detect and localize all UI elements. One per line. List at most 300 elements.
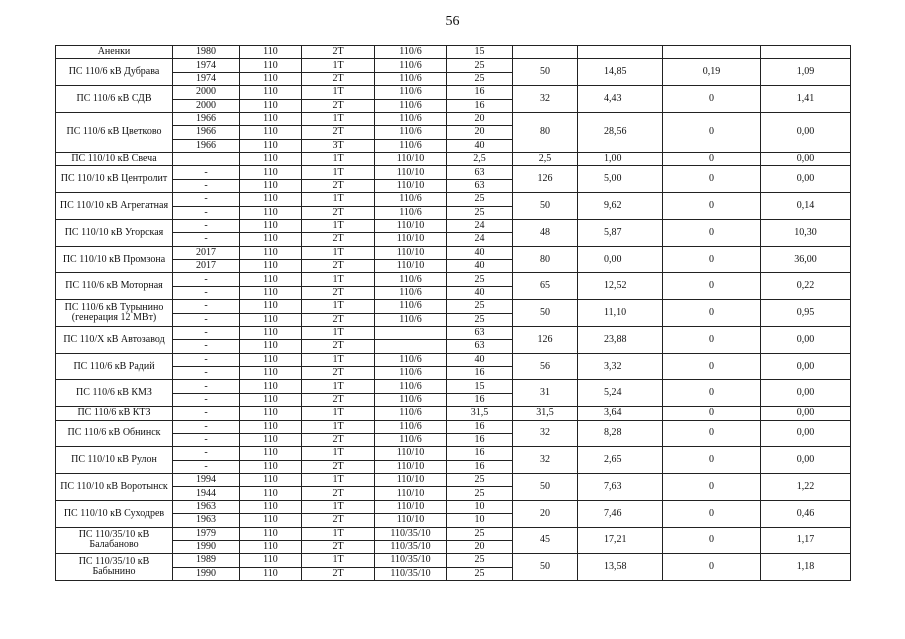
voltage-ratio: 110/6 bbox=[375, 99, 447, 112]
transformer-id: 1Т bbox=[302, 300, 375, 313]
commission-year: 1966 bbox=[173, 126, 240, 139]
voltage-kv: 110 bbox=[240, 72, 302, 85]
voltage-ratio: 110/6 bbox=[375, 407, 447, 420]
transformer-id: 2Т bbox=[302, 367, 375, 380]
reserve-value: 0,14 bbox=[761, 193, 851, 220]
substation-name: ПС 110/10 кВ Центролит bbox=[56, 166, 173, 193]
unit-capacity: 40 bbox=[447, 139, 513, 152]
voltage-kv: 110 bbox=[240, 86, 302, 99]
unit-capacity: 40 bbox=[447, 260, 513, 273]
reserve-value: 0,00 bbox=[761, 447, 851, 474]
voltage-kv: 110 bbox=[240, 433, 302, 446]
voltage-kv: 110 bbox=[240, 527, 302, 540]
reserve-value: 1,09 bbox=[761, 59, 851, 86]
transformer-id: 1Т bbox=[302, 219, 375, 232]
total-capacity: 50 bbox=[513, 59, 578, 86]
transformer-id: 2Т bbox=[302, 99, 375, 112]
table-row bbox=[56, 219, 851, 232]
deficit-value: 0 bbox=[663, 554, 761, 581]
deficit-value: 0 bbox=[663, 353, 761, 380]
deficit-value bbox=[663, 46, 761, 59]
reserve-value: 0,00 bbox=[761, 326, 851, 353]
voltage-kv: 110 bbox=[240, 112, 302, 125]
load-value: 3,32 bbox=[578, 353, 663, 380]
total-capacity: 126 bbox=[513, 326, 578, 353]
voltage-kv: 110 bbox=[240, 500, 302, 513]
transformer-id: 1Т bbox=[302, 420, 375, 433]
transformer-id: 2Т bbox=[302, 126, 375, 139]
deficit-value: 0 bbox=[663, 166, 761, 193]
load-value: 7,63 bbox=[578, 474, 663, 501]
commission-year: 1966 bbox=[173, 112, 240, 125]
commission-year: - bbox=[173, 367, 240, 380]
voltage-ratio bbox=[375, 326, 447, 339]
total-capacity: 20 bbox=[513, 500, 578, 527]
unit-capacity: 16 bbox=[447, 460, 513, 473]
substation-table-container bbox=[55, 45, 850, 581]
commission-year: - bbox=[173, 166, 240, 179]
deficit-value: 0 bbox=[663, 246, 761, 273]
unit-capacity: 63 bbox=[447, 340, 513, 353]
unit-capacity: 16 bbox=[447, 447, 513, 460]
total-capacity: 31,5 bbox=[513, 407, 578, 420]
reserve-value: 1,18 bbox=[761, 554, 851, 581]
voltage-ratio: 110/35/10 bbox=[375, 540, 447, 553]
commission-year: - bbox=[173, 393, 240, 406]
transformer-id: 3Т bbox=[302, 139, 375, 152]
substation-name: ПС 110/6 кВ Дубрава bbox=[56, 59, 173, 86]
total-capacity: 2,5 bbox=[513, 153, 578, 166]
voltage-ratio: 110/6 bbox=[375, 193, 447, 206]
unit-capacity: 25 bbox=[447, 567, 513, 580]
voltage-ratio: 110/6 bbox=[375, 367, 447, 380]
substation-name: ПС 110/10 кВ Агрегатная bbox=[56, 193, 173, 220]
deficit-value: 0 bbox=[663, 474, 761, 501]
voltage-kv: 110 bbox=[240, 193, 302, 206]
voltage-ratio: 110/6 bbox=[375, 72, 447, 85]
load-value: 11,10 bbox=[578, 300, 663, 327]
voltage-ratio: 110/10 bbox=[375, 246, 447, 259]
table-row bbox=[56, 554, 851, 567]
voltage-ratio: 110/35/10 bbox=[375, 567, 447, 580]
load-value: 5,24 bbox=[578, 380, 663, 407]
voltage-ratio: 110/10 bbox=[375, 179, 447, 192]
reserve-value: 1,17 bbox=[761, 527, 851, 554]
commission-year: 1974 bbox=[173, 72, 240, 85]
table-row bbox=[56, 273, 851, 286]
voltage-kv: 110 bbox=[240, 393, 302, 406]
transformer-id: 1Т bbox=[302, 86, 375, 99]
substation-name: ПС 110/10 кВ Воротынск bbox=[56, 474, 173, 501]
commission-year: - bbox=[173, 313, 240, 326]
substation-name: Аненки bbox=[56, 46, 173, 59]
commission-year: - bbox=[173, 179, 240, 192]
transformer-id: 2Т bbox=[302, 540, 375, 553]
substation-name: ПС 110/10 кВ Рулон bbox=[56, 447, 173, 474]
table-row bbox=[56, 447, 851, 460]
reserve-value: 36,00 bbox=[761, 246, 851, 273]
reserve-value: 0,00 bbox=[761, 153, 851, 166]
voltage-kv: 110 bbox=[240, 420, 302, 433]
unit-capacity: 20 bbox=[447, 112, 513, 125]
substation-name: ПС 110/35/10 кВ Бабынино bbox=[56, 554, 173, 581]
unit-capacity: 10 bbox=[447, 514, 513, 527]
reserve-value: 0,00 bbox=[761, 112, 851, 152]
load-value: 23,88 bbox=[578, 326, 663, 353]
reserve-value: 1,41 bbox=[761, 86, 851, 113]
voltage-kv: 110 bbox=[240, 567, 302, 580]
voltage-kv: 110 bbox=[240, 460, 302, 473]
commission-year: 1990 bbox=[173, 540, 240, 553]
load-value: 5,00 bbox=[578, 166, 663, 193]
voltage-kv: 110 bbox=[240, 407, 302, 420]
reserve-value: 0,22 bbox=[761, 273, 851, 300]
transformer-id: 1Т bbox=[302, 112, 375, 125]
substation-name: ПС 110/Х кВ Автозавод bbox=[56, 326, 173, 353]
commission-year: - bbox=[173, 353, 240, 366]
unit-capacity: 16 bbox=[447, 99, 513, 112]
voltage-kv: 110 bbox=[240, 554, 302, 567]
commission-year: - bbox=[173, 326, 240, 339]
voltage-ratio: 110/6 bbox=[375, 112, 447, 125]
total-capacity: 50 bbox=[513, 474, 578, 501]
substation-name: ПС 110/6 кВ Цветково bbox=[56, 112, 173, 152]
table-row bbox=[56, 420, 851, 433]
table-row bbox=[56, 407, 851, 420]
voltage-kv: 110 bbox=[240, 166, 302, 179]
unit-capacity: 25 bbox=[447, 273, 513, 286]
unit-capacity: 63 bbox=[447, 179, 513, 192]
substation-table bbox=[55, 45, 851, 581]
unit-capacity: 63 bbox=[447, 166, 513, 179]
voltage-ratio: 110/6 bbox=[375, 86, 447, 99]
voltage-kv: 110 bbox=[240, 380, 302, 393]
table-row bbox=[56, 527, 851, 540]
unit-capacity: 10 bbox=[447, 500, 513, 513]
transformer-id: 1Т bbox=[302, 527, 375, 540]
commission-year: 1974 bbox=[173, 59, 240, 72]
voltage-kv: 110 bbox=[240, 326, 302, 339]
voltage-ratio: 110/10 bbox=[375, 166, 447, 179]
reserve-value: 0,00 bbox=[761, 380, 851, 407]
reserve-value: 0,00 bbox=[761, 166, 851, 193]
deficit-value: 0 bbox=[663, 407, 761, 420]
transformer-id: 1Т bbox=[302, 380, 375, 393]
voltage-kv: 110 bbox=[240, 46, 302, 59]
load-value: 1,00 bbox=[578, 153, 663, 166]
transformer-id: 2Т bbox=[302, 206, 375, 219]
total-capacity: 32 bbox=[513, 420, 578, 447]
transformer-id: 2Т bbox=[302, 72, 375, 85]
unit-capacity: 2,5 bbox=[447, 153, 513, 166]
voltage-ratio: 110/10 bbox=[375, 474, 447, 487]
voltage-kv: 110 bbox=[240, 260, 302, 273]
voltage-kv: 110 bbox=[240, 474, 302, 487]
table-body bbox=[56, 46, 851, 581]
voltage-ratio: 110/6 bbox=[375, 313, 447, 326]
voltage-kv: 110 bbox=[240, 99, 302, 112]
voltage-ratio: 110/6 bbox=[375, 206, 447, 219]
voltage-ratio: 110/6 bbox=[375, 300, 447, 313]
transformer-id: 2Т bbox=[302, 313, 375, 326]
commission-year: - bbox=[173, 273, 240, 286]
substation-name: ПС 110/10 кВ Промзона bbox=[56, 246, 173, 273]
unit-capacity: 40 bbox=[447, 353, 513, 366]
transformer-id: 2Т bbox=[302, 567, 375, 580]
unit-capacity: 25 bbox=[447, 554, 513, 567]
voltage-ratio: 110/6 bbox=[375, 393, 447, 406]
voltage-ratio: 110/6 bbox=[375, 420, 447, 433]
transformer-id: 1Т bbox=[302, 353, 375, 366]
transformer-id: 1Т bbox=[302, 554, 375, 567]
voltage-ratio: 110/35/10 bbox=[375, 527, 447, 540]
voltage-kv: 110 bbox=[240, 59, 302, 72]
reserve-value: 1,22 bbox=[761, 474, 851, 501]
voltage-ratio: 110/10 bbox=[375, 260, 447, 273]
voltage-ratio: 110/6 bbox=[375, 46, 447, 59]
deficit-value: 0 bbox=[663, 380, 761, 407]
unit-capacity: 40 bbox=[447, 246, 513, 259]
deficit-value: 0 bbox=[663, 300, 761, 327]
commission-year: - bbox=[173, 233, 240, 246]
transformer-id: 1Т bbox=[302, 59, 375, 72]
substation-name: ПС 110/6 кВ Моторная bbox=[56, 273, 173, 300]
load-value: 28,56 bbox=[578, 112, 663, 152]
table-row bbox=[56, 46, 851, 59]
unit-capacity: 24 bbox=[447, 219, 513, 232]
deficit-value: 0 bbox=[663, 420, 761, 447]
unit-capacity: 25 bbox=[447, 313, 513, 326]
commission-year: 1994 bbox=[173, 474, 240, 487]
transformer-id: 1Т bbox=[302, 273, 375, 286]
voltage-ratio: 110/10 bbox=[375, 219, 447, 232]
deficit-value: 0 bbox=[663, 326, 761, 353]
transformer-id: 2Т bbox=[302, 340, 375, 353]
transformer-id: 2Т bbox=[302, 433, 375, 446]
table-row bbox=[56, 59, 851, 72]
commission-year: - bbox=[173, 193, 240, 206]
total-capacity: 65 bbox=[513, 273, 578, 300]
load-value: 0,00 bbox=[578, 246, 663, 273]
deficit-value: 0 bbox=[663, 112, 761, 152]
transformer-id: 1Т bbox=[302, 326, 375, 339]
total-capacity: 31 bbox=[513, 380, 578, 407]
load-value: 7,46 bbox=[578, 500, 663, 527]
transformer-id: 1Т bbox=[302, 500, 375, 513]
transformer-id: 1Т bbox=[302, 193, 375, 206]
voltage-ratio: 110/6 bbox=[375, 139, 447, 152]
commission-year: - bbox=[173, 286, 240, 299]
voltage-ratio: 110/6 bbox=[375, 286, 447, 299]
unit-capacity: 16 bbox=[447, 367, 513, 380]
reserve-value: 0,00 bbox=[761, 353, 851, 380]
substation-name: ПС 110/35/10 кВ Балабаново bbox=[56, 527, 173, 554]
total-capacity: 56 bbox=[513, 353, 578, 380]
table-row bbox=[56, 300, 851, 313]
table-row bbox=[56, 474, 851, 487]
voltage-ratio: 110/10 bbox=[375, 447, 447, 460]
load-value: 8,28 bbox=[578, 420, 663, 447]
load-value: 2,65 bbox=[578, 447, 663, 474]
table-row bbox=[56, 153, 851, 166]
voltage-kv: 110 bbox=[240, 153, 302, 166]
total-capacity: 50 bbox=[513, 554, 578, 581]
commission-year: 1989 bbox=[173, 554, 240, 567]
total-capacity: 32 bbox=[513, 447, 578, 474]
substation-name: ПС 110/10 кВ Угорская bbox=[56, 219, 173, 246]
transformer-id: 1Т bbox=[302, 246, 375, 259]
voltage-kv: 110 bbox=[240, 447, 302, 460]
total-capacity: 50 bbox=[513, 300, 578, 327]
load-value: 17,21 bbox=[578, 527, 663, 554]
table-row bbox=[56, 86, 851, 99]
transformer-id: 1Т bbox=[302, 447, 375, 460]
reserve-value: 0,95 bbox=[761, 300, 851, 327]
substation-name: ПС 110/6 кВ СДВ bbox=[56, 86, 173, 113]
voltage-ratio: 110/35/10 bbox=[375, 554, 447, 567]
substation-name: ПС 110/6 кВ Обнинск bbox=[56, 420, 173, 447]
commission-year: - bbox=[173, 433, 240, 446]
deficit-value: 0 bbox=[663, 527, 761, 554]
transformer-id: 1Т bbox=[302, 474, 375, 487]
unit-capacity: 25 bbox=[447, 474, 513, 487]
commission-year: 1966 bbox=[173, 139, 240, 152]
transformer-id: 2Т bbox=[302, 179, 375, 192]
unit-capacity: 25 bbox=[447, 487, 513, 500]
commission-year: 1980 bbox=[173, 46, 240, 59]
transformer-id: 2Т bbox=[302, 460, 375, 473]
table-row bbox=[56, 326, 851, 339]
commission-year: - bbox=[173, 447, 240, 460]
table-row bbox=[56, 353, 851, 366]
unit-capacity: 25 bbox=[447, 300, 513, 313]
load-value: 3,64 bbox=[578, 407, 663, 420]
total-capacity: 32 bbox=[513, 86, 578, 113]
reserve-value bbox=[761, 46, 851, 59]
voltage-ratio bbox=[375, 340, 447, 353]
transformer-id: 2Т bbox=[302, 286, 375, 299]
unit-capacity: 25 bbox=[447, 72, 513, 85]
load-value: 12,52 bbox=[578, 273, 663, 300]
voltage-ratio: 110/6 bbox=[375, 126, 447, 139]
table-row bbox=[56, 380, 851, 393]
commission-year: - bbox=[173, 380, 240, 393]
transformer-id: 2Т bbox=[302, 260, 375, 273]
voltage-kv: 110 bbox=[240, 367, 302, 380]
unit-capacity: 25 bbox=[447, 193, 513, 206]
unit-capacity: 20 bbox=[447, 540, 513, 553]
unit-capacity: 15 bbox=[447, 380, 513, 393]
commission-year: 2000 bbox=[173, 99, 240, 112]
deficit-value: 0 bbox=[663, 447, 761, 474]
load-value bbox=[578, 46, 663, 59]
unit-capacity: 16 bbox=[447, 86, 513, 99]
voltage-kv: 110 bbox=[240, 300, 302, 313]
commission-year: - bbox=[173, 219, 240, 232]
commission-year: - bbox=[173, 407, 240, 420]
reserve-value: 0,00 bbox=[761, 407, 851, 420]
total-capacity: 48 bbox=[513, 219, 578, 246]
total-capacity bbox=[513, 46, 578, 59]
commission-year: - bbox=[173, 340, 240, 353]
transformer-id: 1Т bbox=[302, 153, 375, 166]
total-capacity: 50 bbox=[513, 193, 578, 220]
deficit-value: 0 bbox=[663, 153, 761, 166]
commission-year: - bbox=[173, 460, 240, 473]
load-value: 4,43 bbox=[578, 86, 663, 113]
transformer-id: 2Т bbox=[302, 514, 375, 527]
transformer-id: 1Т bbox=[302, 407, 375, 420]
voltage-kv: 110 bbox=[240, 219, 302, 232]
voltage-kv: 110 bbox=[240, 233, 302, 246]
commission-year: 2017 bbox=[173, 246, 240, 259]
total-capacity: 80 bbox=[513, 246, 578, 273]
voltage-ratio: 110/6 bbox=[375, 433, 447, 446]
transformer-id: 2Т bbox=[302, 487, 375, 500]
substation-name: ПС 110/6 кВ КТЗ bbox=[56, 407, 173, 420]
voltage-kv: 110 bbox=[240, 313, 302, 326]
total-capacity: 45 bbox=[513, 527, 578, 554]
reserve-value: 0,00 bbox=[761, 420, 851, 447]
unit-capacity: 16 bbox=[447, 420, 513, 433]
transformer-id: 2Т bbox=[302, 233, 375, 246]
voltage-kv: 110 bbox=[240, 273, 302, 286]
voltage-kv: 110 bbox=[240, 286, 302, 299]
commission-year bbox=[173, 153, 240, 166]
deficit-value: 0 bbox=[663, 219, 761, 246]
unit-capacity: 24 bbox=[447, 233, 513, 246]
voltage-kv: 110 bbox=[240, 540, 302, 553]
commission-year: - bbox=[173, 206, 240, 219]
voltage-kv: 110 bbox=[240, 179, 302, 192]
total-capacity: 126 bbox=[513, 166, 578, 193]
load-value: 5,87 bbox=[578, 219, 663, 246]
commission-year: 1944 bbox=[173, 487, 240, 500]
table-row bbox=[56, 112, 851, 125]
unit-capacity: 25 bbox=[447, 59, 513, 72]
load-value: 14,85 bbox=[578, 59, 663, 86]
table-row bbox=[56, 500, 851, 513]
table-row bbox=[56, 246, 851, 259]
reserve-value: 10,30 bbox=[761, 219, 851, 246]
voltage-ratio: 110/10 bbox=[375, 514, 447, 527]
voltage-ratio: 110/10 bbox=[375, 487, 447, 500]
voltage-kv: 110 bbox=[240, 353, 302, 366]
commission-year: 2000 bbox=[173, 86, 240, 99]
commission-year: 1990 bbox=[173, 567, 240, 580]
voltage-ratio: 110/6 bbox=[375, 273, 447, 286]
substation-name: ПС 110/6 кВ КМЗ bbox=[56, 380, 173, 407]
load-value: 13,58 bbox=[578, 554, 663, 581]
unit-capacity: 31,5 bbox=[447, 407, 513, 420]
voltage-kv: 110 bbox=[240, 206, 302, 219]
deficit-value: 0,19 bbox=[663, 59, 761, 86]
transformer-id: 2Т bbox=[302, 393, 375, 406]
commission-year: - bbox=[173, 300, 240, 313]
voltage-ratio: 110/6 bbox=[375, 353, 447, 366]
substation-name: ПС 110/10 кВ Суходрев bbox=[56, 500, 173, 527]
commission-year: - bbox=[173, 420, 240, 433]
unit-capacity: 16 bbox=[447, 393, 513, 406]
voltage-ratio: 110/10 bbox=[375, 460, 447, 473]
deficit-value: 0 bbox=[663, 193, 761, 220]
page-number: 56 bbox=[445, 14, 460, 29]
voltage-kv: 110 bbox=[240, 514, 302, 527]
table-row bbox=[56, 193, 851, 206]
transformer-id: 2Т bbox=[302, 46, 375, 59]
commission-year: 1979 bbox=[173, 527, 240, 540]
commission-year: 1963 bbox=[173, 514, 240, 527]
